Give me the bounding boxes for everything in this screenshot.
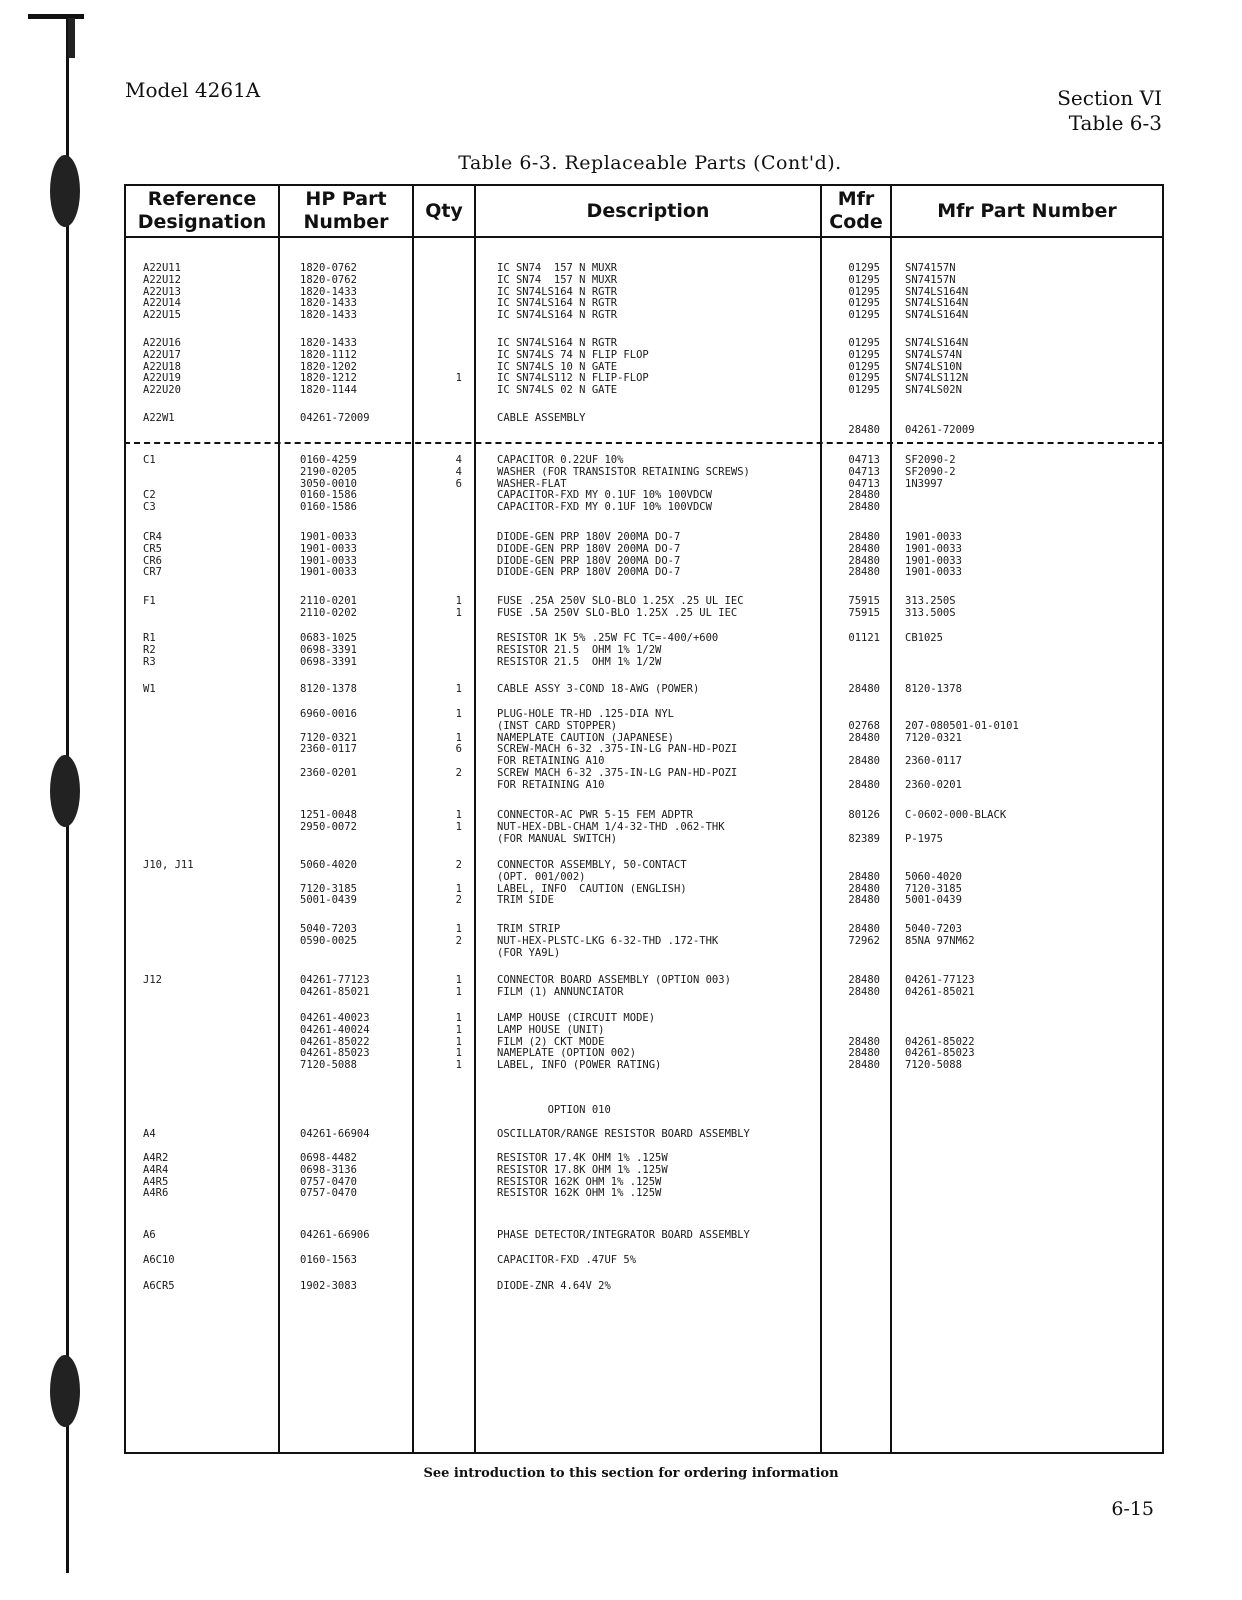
header-rule (124, 236, 1164, 238)
section-label (1057, 86, 1162, 136)
table-reference: Table 6-3 (1068, 111, 1162, 135)
cell-hp: 0683-1025 0698-3391 0698-3391 (300, 632, 357, 668)
cell-qty: 1 1 (455, 974, 462, 998)
column-rule (820, 184, 822, 1454)
cell-mfrpn: CB1025 (905, 632, 943, 644)
cell-desc: CAPACITOR 0.22UF 10% WASHER (FOR TRANSISTOR RETAINING SCREWS) WASHER-FLAT CAPACITOR-FXD MY 0.1UF 10% 100VDCW CAPACITOR-FXD MY 0.1UF 10% 100VDCW (497, 454, 750, 514)
cell-mfrpn: SN74157N SN74157N SN74LS164N SN74LS164N SN74LS164N (905, 262, 969, 322)
section-name: Section VI (1057, 86, 1162, 110)
cell-code: 01295 01295 01295 01295 01295 (848, 262, 880, 322)
cell-hp: 0160-1563 (300, 1254, 357, 1266)
cell-ref: C1 C2 C3 (143, 454, 156, 514)
cell-ref: A4 (143, 1128, 156, 1140)
cell-ref: A6 (143, 1229, 156, 1241)
cell-ref: A6C10 (143, 1254, 175, 1266)
cell-desc: TRIM STRIP NUT-HEX-PLSTC-LKG 6-32-THD .172-THK (FOR YA9L) (497, 923, 719, 959)
cell-hp: 5060-4020 7120-3185 5001-0439 (300, 859, 357, 907)
cell-desc: RESISTOR 1K 5% .25W FC TC=-400/+600 RESISTOR 21.5 OHM 1% 1/2W RESISTOR 21.5 OHM 1% 1/2W (497, 632, 719, 668)
binding-tick (68, 18, 75, 58)
cell-code: 01295 01295 01295 01295 01295 (848, 337, 880, 397)
cell-hp: 1820-1433 1820-1112 1820-1202 1820-1212 1820-1144 (300, 337, 357, 397)
cell-ref: A6CR5 (143, 1280, 175, 1292)
cell-desc: OSCILLATOR/RANGE RESISTOR BOARD ASSEMBLY (497, 1128, 750, 1140)
punch-hole (50, 1355, 80, 1427)
cell-hp: 1902-3083 (300, 1280, 357, 1292)
cell-ref: A22W1 (143, 412, 175, 424)
header-reference-designation: Reference Designation (137, 188, 267, 233)
cell-qty: 1 1 1 1 1 (455, 1012, 462, 1072)
cell-hp: 04261-66904 (300, 1128, 370, 1140)
column-rule (278, 184, 280, 1454)
header-mfr-part-number: Mfr Part Number (937, 199, 1117, 222)
cell-desc: IC SN74 157 N MUXR IC SN74 157 N MUXR IC SN74LS164 N RGTR IC SN74LS164 N RGTR IC SN74LS164 N RGTR (497, 262, 618, 322)
cell-code: 28480 (848, 423, 880, 436)
cell-hp: 8120-1378 (300, 683, 357, 695)
cell-desc: OPTION 010 (497, 1104, 611, 1116)
cell-hp: 04261-72009 (300, 412, 370, 424)
cell-hp: 04261-77123 04261-85021 (300, 974, 370, 998)
cell-qty: 1 1 (455, 809, 462, 833)
section-divider (124, 442, 1164, 444)
cell-mfrpn: 8120-1378 (905, 683, 962, 695)
cell-hp: 1820-0762 1820-0762 1820-1433 1820-1433 1820-1433 (300, 262, 357, 322)
ordering-note: See introduction to this section for ordering information (423, 1466, 839, 1481)
cell-desc: DIODE-GEN PRP 180V 200MA DO-7 DIODE-GEN PRP 180V 200MA DO-7 DIODE-GEN PRP 180V 200MA DO-7 DIODE-GEN PRP 180V 200MA DO-7 (497, 531, 681, 579)
column-rule (412, 184, 414, 1454)
cell-hp: 1901-0033 1901-0033 1901-0033 1901-0033 (300, 531, 357, 579)
cell-desc: CABLE ASSEMBLY (497, 412, 586, 424)
cell-mfrpn: 207-080501-01-0101 7120-0321 2360-0117 2360-0201 (905, 719, 1019, 791)
binding-strip-top (28, 14, 84, 19)
cell-mfrpn: 313.250S 313.500S (905, 595, 956, 619)
cell-ref: J12 (143, 974, 162, 986)
cell-hp: 04261-40023 04261-40024 04261-85022 04261-85023 7120-5088 (300, 1012, 370, 1072)
cell-desc: CAPACITOR-FXD .47UF 5% (497, 1254, 637, 1266)
cell-code: 28480 28480 28480 (848, 870, 880, 907)
cell-code: 28480 28480 (848, 974, 880, 998)
table-title: Table 6-3. Replaceable Parts (Cont'd). (458, 152, 842, 174)
cell-mfrpn: 04261-72009 (905, 423, 975, 436)
cell-code: 02768 28480 28480 28480 (848, 719, 880, 791)
cell-mfrpn: 5060-4020 7120-3185 5001-0439 (905, 870, 962, 907)
cell-desc: IC SN74LS164 N RGTR IC SN74LS 74 N FLIP FLOP IC SN74LS 10 N GATE IC SN74LS112 N FLIP-FLOP IC SN74LS 02 N GATE (497, 337, 649, 397)
cell-mfrpn: 04261-77123 04261-85021 (905, 974, 975, 998)
cell-hp: 1251-0048 2950-0072 (300, 809, 357, 833)
header-qty: Qty (425, 199, 463, 222)
cell-ref: A22U16 A22U17 A22U18 A22U19 A22U20 (143, 337, 181, 397)
cell-qty: 4 4 6 (455, 454, 462, 490)
cell-ref: R1 R2 R3 (143, 632, 156, 668)
cell-desc: DIODE-ZNR 4.64V 2% (497, 1280, 611, 1292)
cell-mfrpn: 1901-0033 1901-0033 1901-0033 1901-0033 (905, 531, 962, 579)
cell-code: 75915 75915 (848, 595, 880, 619)
cell-qty: 1 1 6 2 (455, 708, 462, 779)
punch-hole (50, 755, 80, 827)
column-rule (474, 184, 476, 1454)
cell-code: 28480 28480 28480 28480 (848, 531, 880, 579)
header-mfr-code: Mfr Code (829, 188, 883, 233)
cell-qty: 2 1 2 (455, 859, 462, 907)
cell-ref: CR4 CR5 CR6 CR7 (143, 531, 162, 579)
cell-hp: 0698-4482 0698-3136 0757-0470 0757-0470 (300, 1152, 357, 1200)
cell-hp: 5040-7203 0590-0025 (300, 923, 357, 947)
cell-mfrpn: SF2090-2 SF2090-2 1N3997 (905, 454, 956, 490)
model-label: Model 4261A (125, 78, 261, 102)
header-hp-part-number: HP Part Number (303, 188, 389, 233)
cell-hp: 04261-66906 (300, 1229, 370, 1241)
cell-desc: FUSE .25A 250V SLO-BLO 1.25X .25 UL IEC FUSE .5A 250V SLO-BLO 1.25X .25 UL IEC (497, 595, 744, 619)
cell-ref: A22U11 A22U12 A22U13 A22U14 A22U15 (143, 262, 181, 322)
cell-desc: PLUG-HOLE TR-HD .125-DIA NYL (INST CARD STOPPER) NAMEPLATE CAUTION (JAPANESE) SCREW-MACH 6-32 .375-IN-LG PAN-HD-POZI FOR RETAINING A10 SCREW MACH 6-32 .375-IN-LG PAN-HD-POZI FOR RETAINING A10 (497, 708, 738, 791)
cell-desc: RESISTOR 17.4K OHM 1% .125W RESISTOR 17.8K OHM 1% .125W RESISTOR 162K OHM 1% .125W RESISTOR 162K OHM 1% .125W (497, 1152, 668, 1200)
cell-mfrpn: SN74LS164N SN74LS74N SN74LS10N SN74LS112N SN74LS02N (905, 337, 969, 397)
cell-ref: F1 (143, 595, 156, 607)
cell-hp: 2110-0201 2110-0202 (300, 595, 357, 619)
cell-mfrpn: 04261-85022 04261-85023 7120-5088 (905, 1035, 975, 1072)
cell-mfrpn: 5040-7203 85NA 97NM62 (905, 923, 975, 947)
cell-desc: CONNECTOR ASSEMBLY, 50-CONTACT (OPT. 001/002) LABEL, INFO CAUTION (ENGLISH) TRIM SIDE (497, 859, 687, 907)
cell-ref: A4R2 A4R4 A4R5 A4R6 (143, 1152, 169, 1200)
cell-desc: CONNECTOR BOARD ASSEMBLY (OPTION 003) FILM (1) ANNUNCIATOR (497, 974, 731, 998)
cell-qty: 1 (455, 372, 462, 385)
cell-desc: PHASE DETECTOR/INTEGRATOR BOARD ASSEMBLY (497, 1229, 750, 1241)
cell-code: 28480 (848, 683, 880, 695)
cell-qty: 1 1 (455, 595, 462, 619)
cell-code: 04713 04713 04713 28480 28480 (848, 454, 880, 514)
cell-code: 01121 (848, 632, 880, 644)
column-rule (890, 184, 892, 1454)
header-description: Description (586, 199, 710, 222)
cell-qty: 1 2 (455, 923, 462, 947)
cell-qty: 1 (455, 683, 462, 695)
cell-code: 28480 72962 (848, 923, 880, 947)
cell-ref: J10, J11 (143, 859, 194, 871)
cell-hp: 0160-4259 2190-0205 3050-0010 0160-1586 0160-1586 (300, 454, 357, 514)
cell-desc: LAMP HOUSE (CIRCUIT MODE) LAMP HOUSE (UNIT) FILM (2) CKT MODE NAMEPLATE (OPTION 002) LABEL, INFO (POWER RATING) (497, 1012, 662, 1072)
page-number: 6-15 (1111, 1498, 1154, 1520)
cell-code: 28480 28480 28480 (848, 1035, 880, 1072)
cell-desc: CABLE ASSY 3-COND 18-AWG (POWER) (497, 683, 700, 695)
cell-code: 80126 82389 (848, 809, 880, 845)
cell-hp: 6960-0016 7120-0321 2360-0117 2360-0201 (300, 708, 357, 779)
cell-ref: W1 (143, 683, 156, 695)
cell-mfrpn: C-0602-000-BLACK P-1975 (905, 809, 1007, 845)
cell-desc: CONNECTOR-AC PWR 5-15 FEM ADPTR NUT-HEX-DBL-CHAM 1/4-32-THD .062-THK (FOR MANUAL SWITCH) (497, 809, 725, 845)
